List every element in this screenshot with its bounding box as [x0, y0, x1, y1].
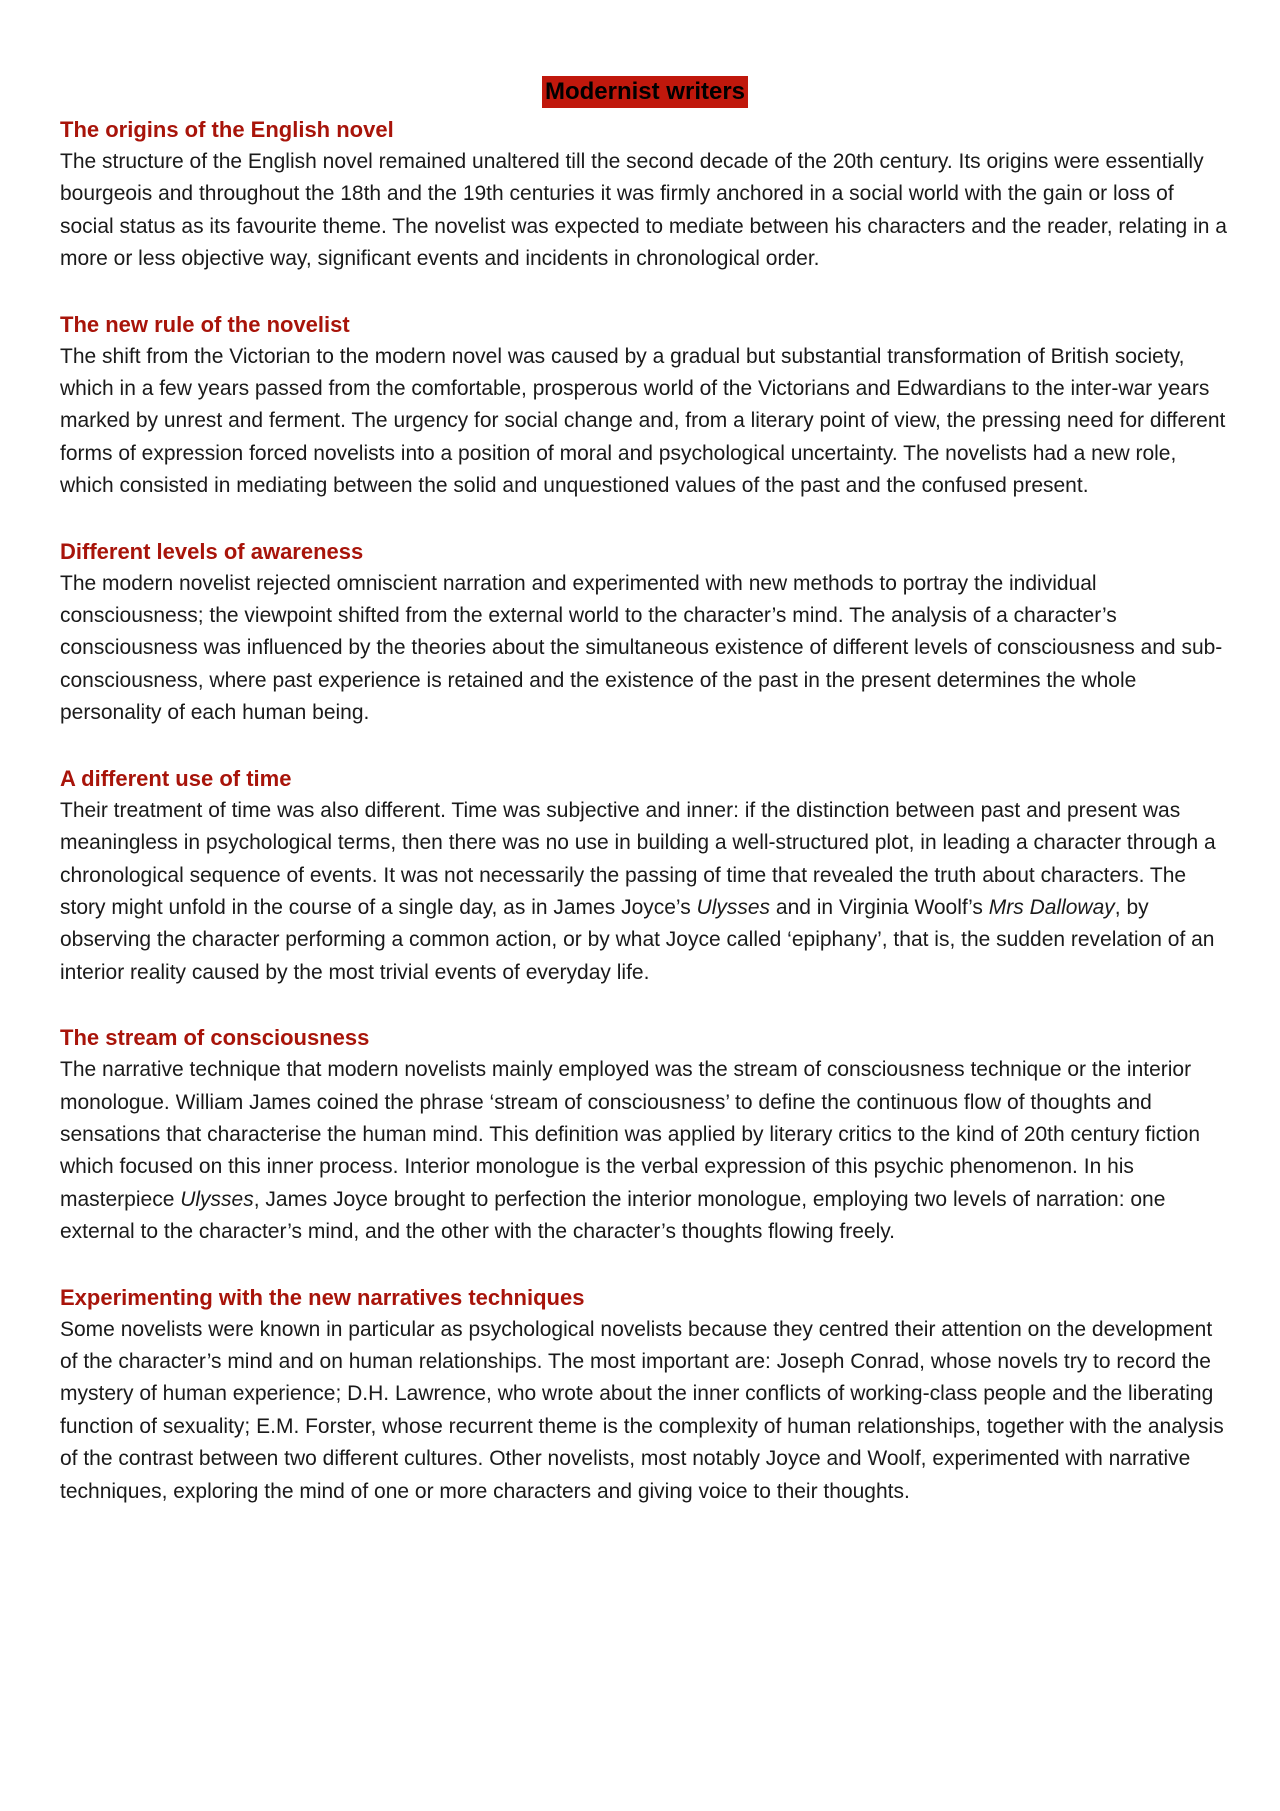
section-heading: Different levels of awareness: [60, 538, 364, 564]
body-text: and in Virginia Woolf’s: [770, 895, 989, 919]
section-awareness: [60, 536, 1230, 730]
book-title: Ulysses: [180, 1187, 254, 1211]
section-origins: [60, 114, 1230, 276]
section-body: [60, 568, 1230, 730]
section-stream: [60, 1022, 1230, 1248]
body-text: Their treatment of time was also different. Time was subjective and inner: if the distinction between past and present was meaningless in psychological terms, then there was no use in building a well-structured plot, in leading a character through a chronological sequence of events. It was not necessarily the passing of time that revealed the truth about characters. The story might unfold in the course of a single day, as in James Joyce’s: [60, 798, 1216, 919]
document-page: [60, 76, 1230, 1541]
section-body: [60, 1314, 1230, 1508]
section-heading: The stream of consciousness: [60, 1025, 370, 1051]
section-time: [60, 763, 1230, 989]
section-body: [60, 146, 1230, 276]
body-text: The shift from the Victorian to the modern novel was caused by a gradual but substantial transformation of British society, which in a few years passed from the comfortable, prosperous world of the Victorians and Edwardians to the inter-war years marked by unrest and ferment. The urgency for social change and, from a literary point of view, the pressing need for different forms of expression forced novelists into a position of moral and psychological uncertainty. The novelists had a new role, which consisted in mediating between the solid and unquestioned values of the past and the confused present.: [60, 344, 1226, 498]
book-title: Ulysses: [696, 895, 771, 919]
document-title: Modernist writers: [542, 76, 748, 108]
body-text: , by observing the character performing a common action, or by what Joyce called ‘epiphany’, that is, the sudden revelation of an interior reality caused by the most trivial events of everyday life.: [60, 895, 1215, 984]
section-heading: A different use of time: [60, 765, 292, 791]
section-heading: The origins of the English novel: [60, 117, 394, 142]
body-text: , James Joyce brought to perfection the interior monologue, employing two levels of narration: one external to the character’s mind, and the other with the character’s thoughts flowing freely.: [60, 1187, 1166, 1244]
section-heading: The new rule of the novelist: [60, 311, 350, 337]
section-new-role: [60, 309, 1230, 503]
section-body: [60, 795, 1230, 989]
section-experimenting: [60, 1282, 1230, 1508]
book-title: Mrs Dalloway: [988, 895, 1115, 919]
body-text: The narrative technique that modern novelists mainly employed was the stream of consciousness technique or the interior monologue. William James coined the phrase ‘stream of consciousness’ to define the continuous flow of thoughts and sensations that characterise the human mind. This definition was applied by literary critics to the kind of 20th century fiction which focused on this inner process. Interior monologue is the verbal expression of this psychic phenomenon. In his masterpiece: [60, 1058, 1201, 1211]
body-text: Some novelists were known in particular as psychological novelists because they centred their attention on the development of the character’s mind and on human relationships. The most important are: Joseph Conrad, whose novels try to record the mystery of human experience; D.H. Lawrence, who wrote about the inner conflicts of working-class people and the liberating function of sexuality; E.M. Forster, whose recurrent theme is the complexity of human relationships, together with the analysis of the contrast between two different cultures. Other novelists, most notably Joyce and Woolf, experimented with narrative techniques, exploring the mind of one or more characters and giving voice to their thoughts.: [60, 1317, 1224, 1503]
section-body: [60, 341, 1230, 503]
body-text: The modern novelist rejected omniscient narration and experimented with new methods to portray the individual consciousness; the viewpoint shifted from the external world to the character’s mind. The analysis of a character’s consciousness was influenced by the theories about the simultaneous existence of different levels of consciousness and sub-consciousness, where past experience is retained and the existence of the past in the present determines the whole personality of each human being.: [60, 571, 1223, 725]
body-text: The structure of the English novel remained unaltered till the second decade of the 20th century. Its origins were essentially bourgeois and throughout the 18th and the 19th centuries it was firmly anchored in a social world with the gain or loss of social status as its favourite theme. The novelist was expected to mediate between his characters and the reader, relating in a more or less objective way, significant events and incidents in chronological order.: [60, 150, 1227, 271]
section-body: [60, 1054, 1230, 1248]
title-container: [60, 76, 1230, 110]
section-heading: Experimenting with the new narratives techniques: [60, 1284, 585, 1310]
